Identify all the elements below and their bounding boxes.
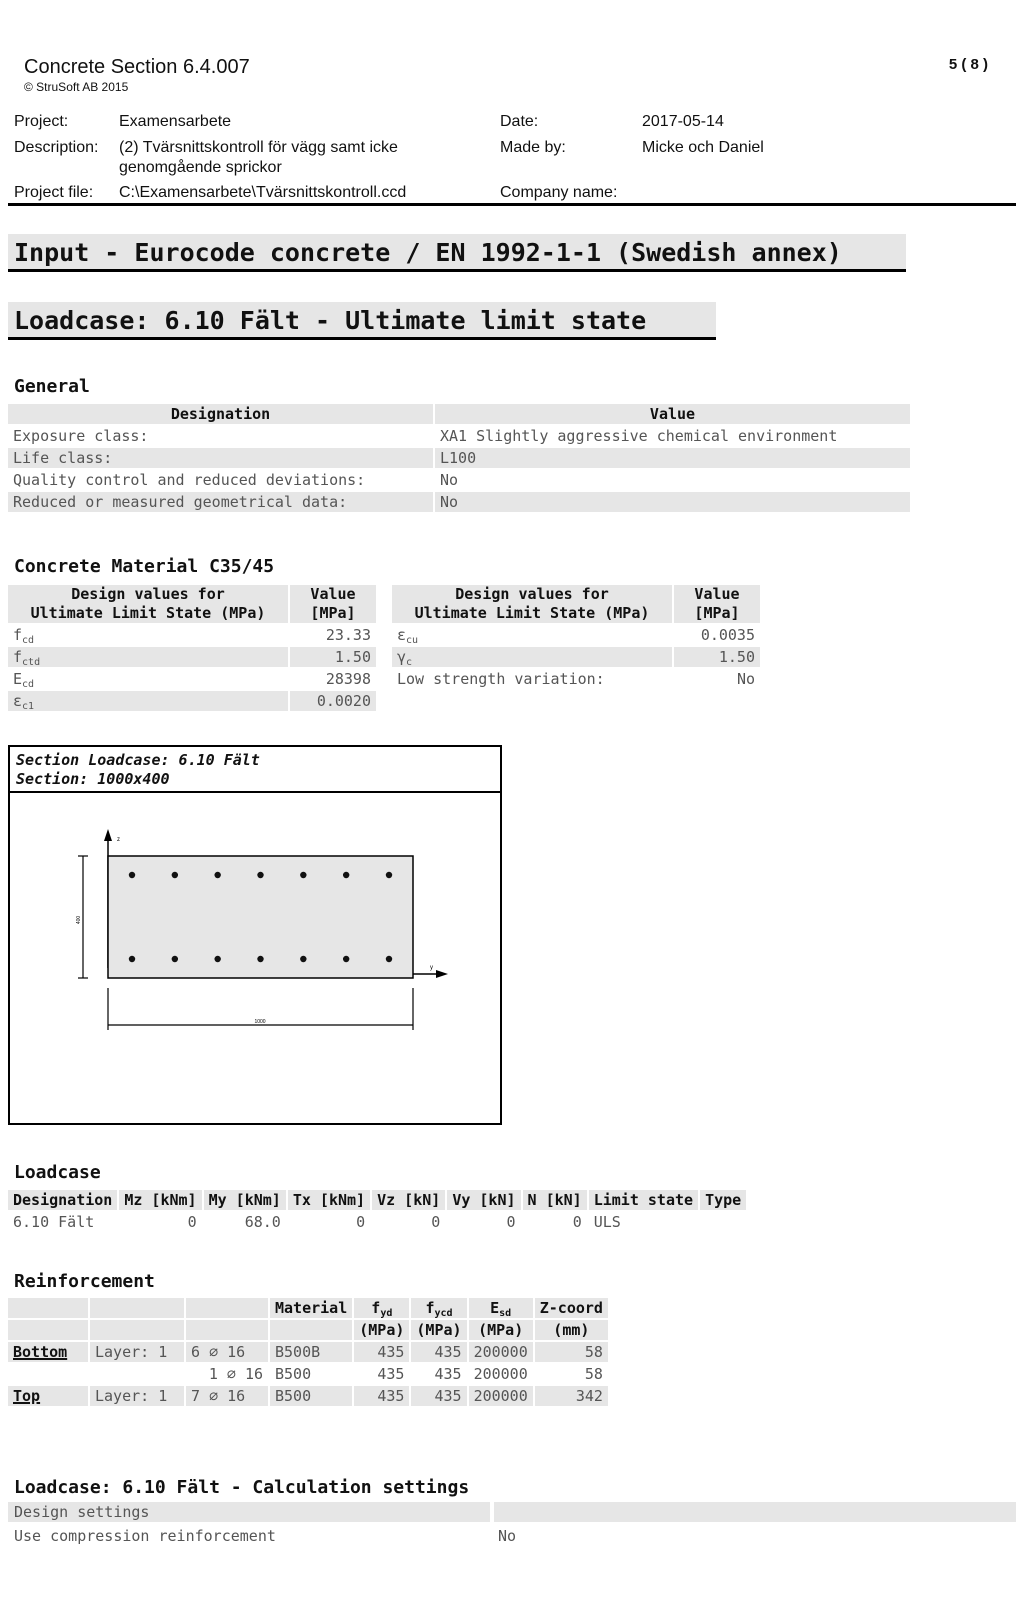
material-value: 28398 <box>325 670 371 688</box>
material-value: No <box>736 670 755 688</box>
y-axis-arrow <box>436 970 448 978</box>
z-axis-arrow <box>104 829 112 841</box>
rebar-dot <box>257 956 263 962</box>
symbol: Low strength variation: <box>397 670 605 688</box>
symbol: f <box>13 626 23 644</box>
description-line1: (2) Tvärsnittskontroll för vägg samt icke <box>119 139 398 156</box>
section-drawing-box <box>8 745 502 1125</box>
reinf-fycd: 435 <box>411 1386 466 1406</box>
material-left-head <box>8 585 288 623</box>
material-right-value-head <box>674 585 760 623</box>
loadcase-cell: 0 <box>187 1213 197 1231</box>
loadcase-col-my: My [kNm] <box>204 1190 286 1210</box>
reinf-fyd: 435 <box>354 1386 409 1406</box>
head-subscript: sd <box>499 1308 512 1319</box>
material-symbol <box>8 669 288 689</box>
design-settings-bar-right <box>494 1502 1016 1522</box>
general-row-value: XA1 Slightly aggressive chemical environment <box>440 427 838 445</box>
rebar-dot <box>129 956 135 962</box>
rebar-dot <box>343 956 349 962</box>
rebar-dot <box>300 872 306 878</box>
rebar-dot <box>129 872 135 878</box>
symbol: γ <box>397 648 407 666</box>
general-table <box>6 402 912 514</box>
head-line1: Value <box>310 585 356 603</box>
rebar-dot <box>386 956 392 962</box>
reinf-unit: (MPa) <box>469 1320 533 1340</box>
reinf-blank-head <box>186 1320 268 1340</box>
loadcase-col-n: N [kN] <box>523 1190 587 1210</box>
reinf-col-fycd <box>411 1298 466 1318</box>
material-left-table <box>6 583 378 713</box>
loadcase-title: Loadcase: 6.10 Fält - Ultimate limit state <box>8 302 716 340</box>
reinf-side <box>8 1364 88 1384</box>
loadcase-col-designation: Designation <box>8 1190 117 1210</box>
general-row-value: No <box>435 492 910 512</box>
project-file-value: C:\Examensarbete\Tvärsnittskontroll.ccd <box>119 184 407 201</box>
reinf-material: B500B <box>270 1342 352 1362</box>
head-symbol: f <box>371 1299 381 1317</box>
loadcase-cell: 0 <box>431 1213 441 1231</box>
head-line2: [MPa] <box>310 604 356 622</box>
reinf-esd: 200000 <box>469 1342 533 1362</box>
head-line1: Design values for <box>71 585 225 603</box>
reinf-blank-head <box>186 1298 268 1318</box>
reinf-unit: (mm) <box>535 1320 608 1340</box>
material-left-value-head <box>290 585 376 623</box>
head-line2: Ultimate Limit State (MPa) <box>30 604 266 622</box>
loadcase-cell: 0 <box>356 1213 366 1231</box>
general-row-designation: Exposure class: <box>13 427 149 445</box>
general-col-value: Value <box>435 404 910 424</box>
reinforcement-title: Reinforcement <box>14 1271 155 1292</box>
reinf-zcoord: 342 <box>535 1386 608 1406</box>
head-line1: Design values for <box>455 585 609 603</box>
loadcase-col-vy: Vy [kN] <box>447 1190 520 1210</box>
rebar-dot <box>343 872 349 878</box>
bar-diameter: 16 <box>227 1343 246 1361</box>
section-loadcase-label: Section Loadcase: 6.10 Fält <box>16 751 260 769</box>
material-symbol <box>8 647 288 667</box>
bar-count: 7 <box>191 1387 201 1405</box>
reinf-fyd: 435 <box>377 1365 405 1383</box>
rebar-dot <box>300 956 306 962</box>
reinforcement-table <box>6 1296 610 1408</box>
use-compression-value: No <box>498 1527 517 1545</box>
symbol-subscript: c1 <box>22 701 35 712</box>
material-symbol <box>392 669 672 689</box>
reinf-zcoord: 58 <box>584 1365 603 1383</box>
description-line2: genomgående sprickor <box>119 159 282 176</box>
general-row-designation: Quality control and reduced deviations: <box>13 471 366 489</box>
symbol: ε <box>397 626 407 644</box>
reinf-col-fyd <box>354 1298 409 1318</box>
material-value: 0.0020 <box>290 691 376 711</box>
general-row-designation: Reduced or measured geometrical data: <box>8 492 433 512</box>
copyright: © StruSoft AB 2015 <box>24 80 129 94</box>
section-size-label: Section: 1000x400 <box>16 770 170 788</box>
reinf-bars <box>186 1386 268 1406</box>
reinf-fycd: 435 <box>434 1365 462 1383</box>
height-dimension-label: 400 <box>76 915 82 925</box>
project-file-label: Project file: <box>14 184 94 201</box>
loadcase-col-mz: Mz [kNm] <box>119 1190 201 1210</box>
made-by-label: Made by: <box>500 139 566 156</box>
material-value: 1.50 <box>290 647 376 667</box>
reinf-esd: 200000 <box>473 1365 528 1383</box>
reinf-unit: (MPa) <box>411 1320 466 1340</box>
general-row-value: No <box>440 471 459 489</box>
reinf-layer: Layer: 1 <box>90 1386 184 1406</box>
material-right-table <box>390 583 762 691</box>
material-symbol <box>392 647 672 667</box>
general-col-designation: Designation <box>8 404 433 424</box>
reinf-side: Top <box>8 1386 88 1406</box>
rebar-dot <box>214 872 220 878</box>
section-drawing <box>10 793 500 1123</box>
reinf-material: B500 <box>275 1365 312 1383</box>
reinf-bars <box>186 1342 268 1362</box>
loadcase-cell: 0 <box>572 1213 582 1231</box>
y-axis-label: y <box>430 965 433 971</box>
material-value: 1.50 <box>674 647 760 667</box>
company-label: Company name: <box>500 184 618 201</box>
reinf-zcoord: 58 <box>535 1342 608 1362</box>
material-symbol <box>8 625 288 645</box>
section-head <box>10 747 500 793</box>
diameter-icon: ⌀ <box>209 1387 219 1405</box>
reinf-layer <box>90 1364 184 1384</box>
symbol: f <box>13 648 23 666</box>
general-row-value: L100 <box>435 448 910 468</box>
rebar-dot <box>257 872 263 878</box>
bar-count: 1 <box>208 1365 218 1383</box>
symbol-subscript: cd <box>22 635 35 646</box>
loadcase-col-type: Type <box>700 1190 746 1210</box>
reinf-unit: (MPa) <box>354 1320 409 1340</box>
page-number: 5 ( 8 ) <box>948 56 988 73</box>
loadcase-cell: 0 <box>506 1213 516 1231</box>
reinf-blank-head <box>8 1298 88 1318</box>
reinf-fyd: 435 <box>354 1342 409 1362</box>
material-value: 23.33 <box>325 626 371 644</box>
loadcase-table <box>6 1188 748 1234</box>
design-settings-label: Design settings <box>14 1503 150 1521</box>
project-label: Project: <box>14 113 69 130</box>
head-symbol: E <box>490 1299 500 1317</box>
general-title: General <box>14 376 90 397</box>
use-compression-label: Use compression reinforcement <box>14 1527 276 1545</box>
loadcase-cell <box>700 1212 746 1232</box>
reinf-col-material: Material <box>270 1298 352 1318</box>
material-right-head <box>392 585 672 623</box>
head-line1: Value <box>694 585 740 603</box>
header-divider <box>8 203 1016 206</box>
head-subscript: ycd <box>434 1308 453 1319</box>
material-value: 0.0035 <box>700 626 755 644</box>
width-dimension-label: 1000 <box>254 1019 266 1025</box>
reinf-layer: Layer: 1 <box>90 1342 184 1362</box>
z-axis-label: z <box>117 837 120 843</box>
reinf-col-esd <box>469 1298 533 1318</box>
reinf-esd: 200000 <box>469 1386 533 1406</box>
head-symbol: f <box>425 1299 435 1317</box>
loadcase-cell: 68.0 <box>244 1213 281 1231</box>
loadcase-cell: 6.10 Fält <box>13 1213 95 1231</box>
head-line2: [MPa] <box>694 604 740 622</box>
reinf-blank-head <box>8 1320 88 1340</box>
bar-count: 6 <box>191 1343 201 1361</box>
reinf-blank-head <box>90 1320 184 1340</box>
rebar-dot <box>214 956 220 962</box>
symbol: E <box>13 670 23 688</box>
general-row-designation: Life class: <box>8 448 433 468</box>
symbol-subscript: cu <box>406 635 419 646</box>
app-title: Concrete Section 6.4.007 <box>24 56 250 78</box>
symbol: ε <box>13 692 23 710</box>
reinf-col-zcoord: Z-coord <box>535 1298 608 1318</box>
head-subscript: yd <box>380 1308 393 1319</box>
reinf-blank-head <box>90 1298 184 1318</box>
loadcase-cell: ULS <box>593 1213 621 1231</box>
bar-diameter: 16 <box>244 1365 263 1383</box>
loadcase-col-limit-state: Limit state <box>589 1190 698 1210</box>
calc-settings-title: Loadcase: 6.10 Fält - Calculation settings <box>14 1477 470 1498</box>
symbol-subscript: ctd <box>22 657 41 668</box>
project-value: Examensarbete <box>119 113 232 130</box>
symbol-subscript: c <box>406 657 413 668</box>
date-label: Date: <box>500 113 539 130</box>
reinf-side: Bottom <box>8 1342 88 1362</box>
material-title: Concrete Material C35/45 <box>14 556 275 577</box>
symbol-subscript: cd <box>22 679 35 690</box>
date-value: 2017-05-14 <box>642 113 724 130</box>
reinf-fycd: 435 <box>411 1342 466 1362</box>
head-line2: Ultimate Limit State (MPa) <box>414 604 650 622</box>
diameter-icon: ⌀ <box>209 1343 219 1361</box>
loadcase-col-vz: Vz [kN] <box>372 1190 445 1210</box>
material-symbol <box>8 691 288 711</box>
reinf-bars <box>186 1364 268 1384</box>
reinf-blank-head <box>270 1320 352 1340</box>
reinf-material: B500 <box>270 1386 352 1406</box>
rebar-dot <box>172 956 178 962</box>
rebar-dot <box>172 872 178 878</box>
material-symbol <box>392 625 672 645</box>
made-by-value: Micke och Daniel <box>642 139 764 156</box>
input-title: Input - Eurocode concrete / EN 1992-1-1 (Swedish annex) <box>8 234 906 272</box>
diameter-icon: ⌀ <box>226 1365 236 1383</box>
loadcase-col-tx: Tx [kNm] <box>288 1190 370 1210</box>
rebar-dot <box>386 872 392 878</box>
description-label: Description: <box>14 139 99 156</box>
loadcase-section-title: Loadcase <box>14 1162 101 1183</box>
bar-diameter: 16 <box>227 1387 246 1405</box>
